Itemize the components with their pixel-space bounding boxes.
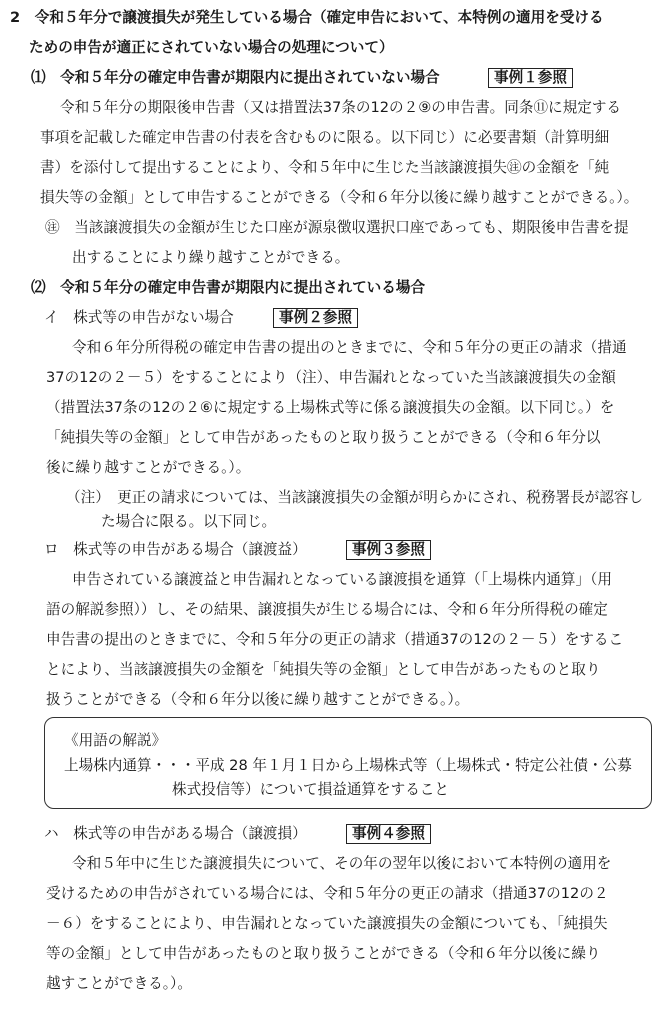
item-ro-heading: ロ 株式等の申告がある場合（譲渡益）: [44, 541, 307, 558]
glossary-line: 株式投信等）について損益通算をすること: [172, 781, 449, 798]
item-ha-heading: ハ 株式等の申告がある場合（譲渡損）: [44, 825, 307, 842]
example-3-ref-label: 事例３参照: [346, 540, 431, 560]
section-heading-line1: 2 令和５年分で譲渡損失が発生している場合（確定申告において、本特例の適用を受ける: [10, 9, 604, 26]
item-i-body-line: 「純損失等の金額」として申告があったものと取り扱うことができる（令和６年分以: [46, 429, 601, 446]
item-i-body-line: （措置法37条の12の２⑥に規定する上場株式等に係る譲渡損失の金額。以下同じ。）を: [46, 399, 615, 416]
item-i-body-line: 37の12の２－５）をすることにより（注）、申告漏れとなっていた当該譲渡損失の金額: [46, 369, 616, 386]
subsection-1-note-line: ㊟ 当該譲渡損失の金額が生じた口座が源泉徴収選択口座であっても、期限後申告書を提: [45, 219, 629, 236]
item-ha-body-line: －６）をすることにより、申告漏れとなっていた譲渡損失の金額についても、「純損失: [46, 915, 608, 932]
subsection-1-heading: ⑴ 令和５年分の確定申告書が期限内に提出されていない場合: [31, 69, 440, 86]
item-i-heading: イ 株式等の申告がない場合: [44, 309, 234, 326]
subsection-2-heading: ⑵ 令和５年分の確定申告書が期限内に提出されている場合: [31, 279, 426, 296]
example-2-ref-label: 事例２参照: [273, 308, 358, 328]
subsection-1-body-line: 事項を記載した確定申告書の付表を含むものに限る。以下同じ）に必要書類（計算明細: [40, 129, 610, 146]
item-ro-example-ref: [346, 540, 431, 560]
item-i-body-line: 令和６年分所得税の確定申告書の提出のときまでに、令和５年分の更正の請求（措通: [72, 339, 627, 356]
subsection-1-example-ref: [488, 68, 573, 88]
item-ha-body-line: 令和５年中に生じた譲渡損失について、その年の翌年以後において本特例の適用を: [72, 855, 612, 872]
subsection-1-note-line: 出することにより繰り越すことができる。: [72, 249, 350, 266]
item-ro-body-line: 語の解説参照））し、その結果、譲渡損失が生じる場合には、令和６年分所得税の確定: [46, 601, 608, 618]
section-heading-line2: ための申告が適正にされていない場合の処理について）: [29, 39, 394, 56]
item-ro-body-line: 申告書の提出のときまでに、令和５年分の更正の請求（措通37の12の２－５）をするこ: [46, 631, 624, 648]
item-ha-body-line: 受けるための申告がされている場合には、令和５年分の更正の請求（措通37の12の２: [46, 885, 609, 902]
item-i-body-line: 後に繰り越すことができる。）。: [46, 459, 251, 476]
example-1-ref-label: 事例１参照: [488, 68, 573, 88]
item-i-note-line: （注） 更正の請求については、当該譲渡損失の金額が明らかにされ、税務署長が認容し: [66, 489, 644, 506]
item-ro-body-line: とにより、当該譲渡損失の金額を「純損失等の金額」として申告があったものと取り: [46, 661, 601, 678]
item-ha-example-ref: [346, 824, 431, 844]
item-ha-body-line: 越すことができる。）。: [46, 975, 192, 992]
item-i-note-line: た場合に限る。以下同じ。: [101, 513, 277, 530]
item-ro-body-line: 申告されている譲渡益と申告漏れとなっている譲渡損を通算（「上場株内通算」（用: [72, 571, 612, 588]
example-4-ref-label: 事例４参照: [346, 824, 431, 844]
subsection-1-body-line: 損失等の金額」として申告することができる（令和６年分以後に繰り越すことができる。）。: [40, 189, 639, 206]
item-ro-body-line: 扱うことができる（令和６年分以後に繰り越すことができる。）。: [46, 691, 470, 708]
glossary-line: 上場株内通算・・・平成 28 年１月１日から上場株式等（上場株式・特定公社債・公募: [64, 757, 632, 774]
glossary-title: 《用語の解説》: [64, 732, 167, 749]
subsection-1-body-line: 令和５年分の期限後申告書（又は措置法37条の12の２⑨の申告書。同条⑪に規定する: [60, 99, 622, 116]
item-i-example-ref: [273, 308, 358, 328]
item-ha-body-line: 等の金額」として申告があったものと取り扱うことができる（令和６年分以後に繰り: [46, 945, 601, 962]
subsection-1-body-line: 書）を添付して提出することにより、令和５年中に生じた当該譲渡損失㊟の金額を「純: [40, 159, 610, 176]
